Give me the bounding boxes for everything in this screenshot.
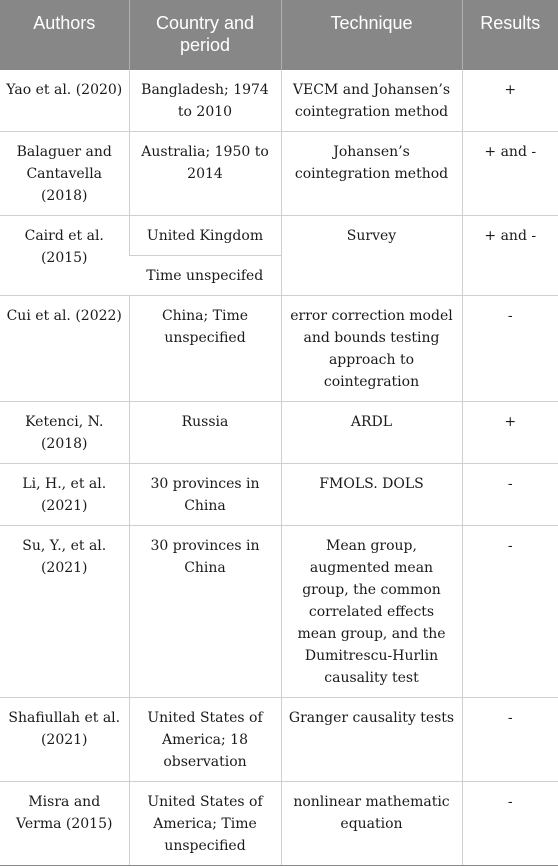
cell-authors: Yao et al. (2020) [0, 70, 129, 132]
header-row [0, 0, 558, 70]
cell-results: + [462, 402, 558, 464]
cell-technique: Johansen’s cointegration method [281, 132, 462, 216]
cell-country: Bangladesh; 1974 to 2010 [129, 70, 281, 132]
cell-country: Australia; 1950 to 2014 [129, 132, 281, 216]
cell-authors: Misra and Verma (2015) [0, 782, 129, 866]
cell-results: + and - [462, 216, 558, 296]
cell-authors: Balaguer and Cantavella (2018) [0, 132, 129, 216]
cell-results: - [462, 296, 558, 402]
cell-results: + and - [462, 132, 558, 216]
header-authors: Authors [0, 0, 129, 70]
table-row [0, 782, 558, 866]
table-row [0, 296, 558, 402]
table-row [0, 464, 558, 526]
cell-authors: Shafiullah et al. (2021) [0, 698, 129, 782]
cell-technique: ARDL [281, 402, 462, 464]
cell-country-extra: Time unspecifed [129, 256, 281, 296]
header-results: Results [462, 0, 558, 70]
cell-authors: Su, Y., et al. (2021) [0, 526, 129, 698]
cell-results: - [462, 782, 558, 866]
cell-technique: nonlinear mathematic equation [281, 782, 462, 866]
cell-country: United Kingdom [129, 216, 281, 256]
cell-authors: Cui et al. (2022) [0, 296, 129, 402]
table-row [0, 70, 558, 132]
cell-authors: Ketenci, N. (2018) [0, 402, 129, 464]
cell-country: China; Time unspecified [129, 296, 281, 402]
cell-country: 30 provinces in China [129, 526, 281, 698]
cell-authors: Caird et al. (2015) [0, 216, 129, 296]
table-row [0, 132, 558, 216]
table-row [0, 402, 558, 464]
cell-technique: FMOLS. DOLS [281, 464, 462, 526]
cell-authors: Li, H., et al. (2021) [0, 464, 129, 526]
cell-country: United States of America; 18 observation [129, 698, 281, 782]
cell-technique: Mean group, augmented mean group, the common correlated effects mean group, and the Dumitrescu-Hurlin causality test [281, 526, 462, 698]
cell-technique: VECM and Johansen’s cointegration method [281, 70, 462, 132]
cell-results: + [462, 70, 558, 132]
table-row [0, 216, 558, 256]
cell-technique: Granger causality tests [281, 698, 462, 782]
table-row [0, 698, 558, 782]
cell-technique: error correction model and bounds testing approach to cointegration [281, 296, 462, 402]
header-country-period: Country and period [129, 0, 281, 70]
cell-country: Russia [129, 402, 281, 464]
header-technique: Technique [281, 0, 462, 70]
cell-results: - [462, 698, 558, 782]
cell-country: 30 provinces in China [129, 464, 281, 526]
cell-results: - [462, 464, 558, 526]
cell-results: - [462, 526, 558, 698]
table-row [0, 526, 558, 698]
cell-technique: Survey [281, 216, 462, 296]
cell-country: United States of America; Time unspecified [129, 782, 281, 866]
